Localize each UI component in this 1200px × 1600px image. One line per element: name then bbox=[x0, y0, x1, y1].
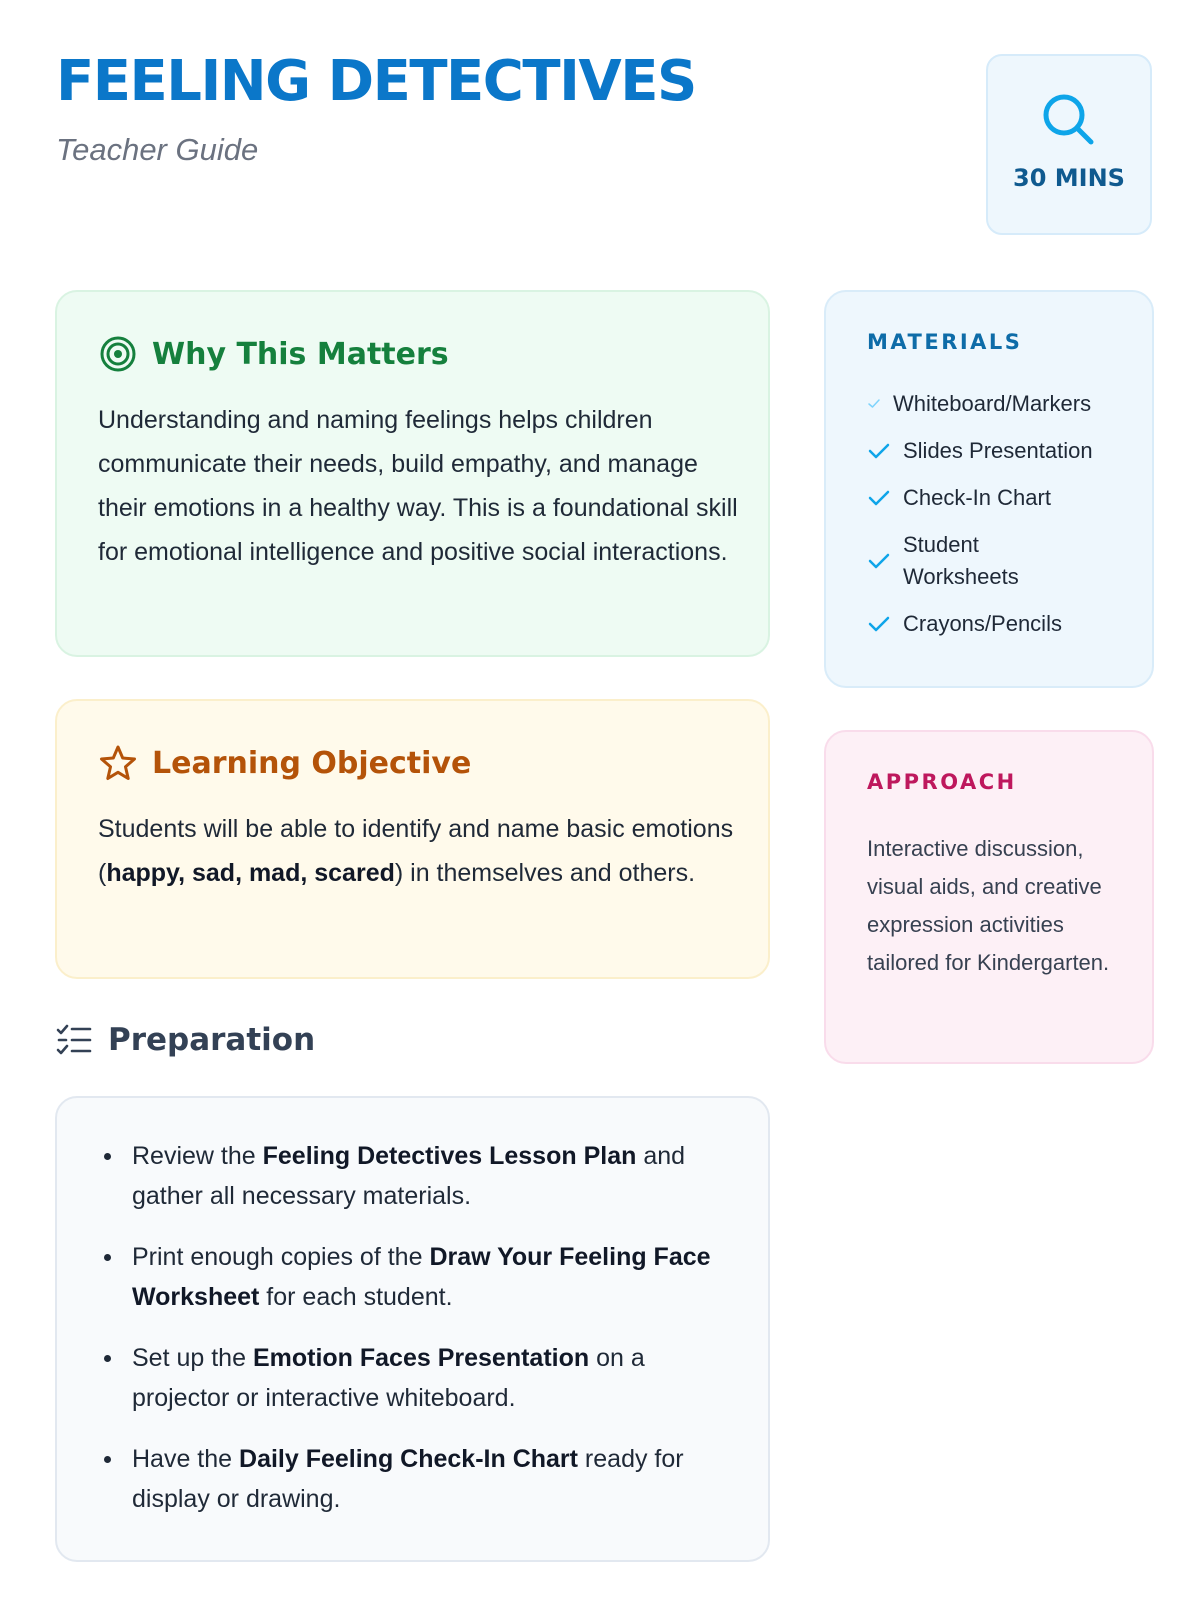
objective-text-before: Students will be able to identify and name basic emotions ( bbox=[98, 815, 734, 887]
material-label: Student Worksheets bbox=[903, 532, 1019, 589]
learning-objective-title: Learning Objective bbox=[152, 745, 472, 781]
item-bold-text: Daily Feeling Check-In Chart bbox=[239, 1445, 578, 1473]
page-title: FEELING DETECTIVES bbox=[56, 49, 696, 114]
objective-emotions: happy, sad, mad, scared bbox=[106, 859, 395, 887]
materials-title: MATERIALS bbox=[867, 330, 1023, 354]
item-text: and gather all necessary materials. bbox=[132, 1142, 686, 1210]
check-icon bbox=[867, 486, 891, 510]
list-item bbox=[98, 1237, 738, 1317]
preparation-card bbox=[55, 1096, 770, 1562]
why-this-matters-text: Understanding and naming feelings helps children communicate their needs, build empathy, and manage their emotions in a healthy way. This is a foundational skill for emotional intelligence and positive social interactions. bbox=[98, 406, 738, 566]
material-label: Whiteboard/Markers bbox=[893, 391, 1092, 416]
material-label: Slides Presentation bbox=[903, 438, 1093, 463]
item-text: Have the bbox=[132, 1445, 240, 1473]
page-subtitle: Teacher Guide bbox=[56, 132, 259, 167]
target-icon bbox=[98, 334, 138, 374]
list-item bbox=[98, 1136, 738, 1216]
item-text: on a projector or interactive whiteboard. bbox=[132, 1344, 645, 1412]
duration-badge bbox=[986, 54, 1152, 235]
why-this-matters-title: Why This Matters bbox=[152, 336, 449, 372]
materials-card bbox=[824, 290, 1154, 688]
learning-objective-header bbox=[98, 743, 471, 783]
check-icon bbox=[867, 397, 881, 411]
materials-list bbox=[867, 388, 1132, 655]
list-item bbox=[98, 1338, 738, 1418]
why-this-matters-header bbox=[98, 334, 449, 374]
item-text: Print enough copies of the bbox=[132, 1243, 430, 1271]
approach-title: APPROACH bbox=[867, 770, 1017, 794]
material-label: Crayons/Pencils bbox=[903, 611, 1062, 636]
item-text: for each student. bbox=[259, 1283, 453, 1311]
item-text: Review the bbox=[132, 1142, 263, 1170]
learning-objective-text bbox=[98, 807, 738, 895]
list-item bbox=[98, 1439, 738, 1519]
item-bold-text: Draw Your Feeling Face Worksheet bbox=[132, 1243, 711, 1311]
why-this-matters-card bbox=[55, 290, 770, 657]
checklist-icon bbox=[56, 1022, 92, 1058]
search-icon bbox=[1039, 90, 1099, 150]
list-item bbox=[867, 529, 1132, 593]
page-header bbox=[56, 49, 696, 168]
item-text: ready for display or drawing. bbox=[132, 1445, 684, 1513]
duration-label: 30 MINS bbox=[1013, 164, 1125, 192]
check-icon bbox=[867, 612, 891, 636]
list-item bbox=[867, 482, 1132, 514]
preparation-list bbox=[98, 1136, 738, 1540]
check-icon bbox=[867, 549, 891, 573]
approach-text: Interactive discussion, visual aids, and creative expression activities tailored for Kindergarten. bbox=[867, 836, 1110, 975]
list-item bbox=[867, 388, 1132, 420]
preparation-title: Preparation bbox=[108, 1022, 316, 1058]
list-item bbox=[867, 608, 1132, 640]
approach-card bbox=[824, 730, 1154, 1064]
item-bold-text: Feeling Detectives Lesson Plan bbox=[262, 1142, 637, 1170]
preparation-header bbox=[56, 1022, 315, 1058]
learning-objective-card bbox=[55, 699, 770, 979]
item-text: Set up the bbox=[132, 1344, 253, 1372]
material-label: Check-In Chart bbox=[903, 485, 1051, 510]
check-icon bbox=[867, 439, 891, 463]
list-item bbox=[867, 435, 1132, 467]
objective-text-after: ) in themselves and others. bbox=[394, 859, 696, 887]
item-bold-text: Emotion Faces Presentation bbox=[252, 1344, 590, 1372]
star-icon bbox=[98, 743, 138, 783]
